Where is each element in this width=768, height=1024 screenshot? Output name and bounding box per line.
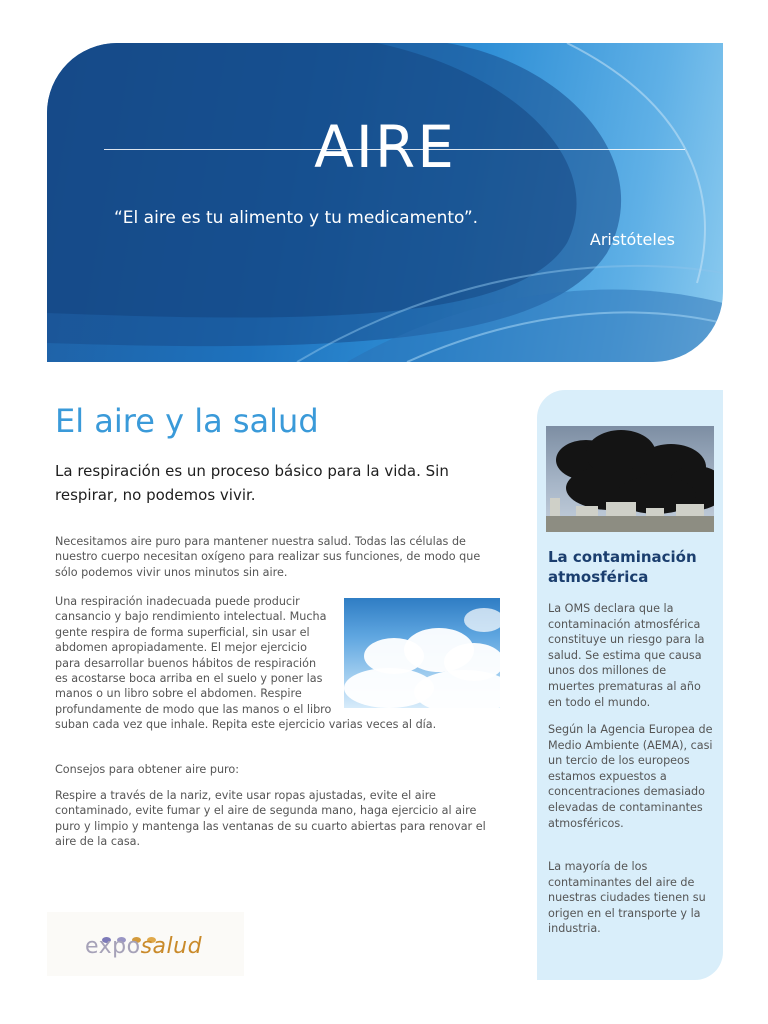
article-paragraph: Necesitamos aire puro para mantener nuestra salud. Todas las células de nuestro cuerpo necesitan oxígeno para realizar sus funciones, de modo que sólo podemos vivir unos minutos sin aire. [55,535,481,579]
page-title: AIRE [314,113,456,181]
exposalud-logo [47,912,244,976]
article-paragraph: Una respiración inadecuada puede producir cansancio y bajo rendimiento intelectual. Mucha gente respira de forma superficial, sin usar el abdomen apropiadamente. El mejor ejercicio para desarrollar buenos hábitos de respiración es acostarse boca arriba en el suelo y poner las manos o un libro sobre el abdomen. Respire profundamente de modo que las manos o el libro suban cada vez que inhale. Repita este ejercicio varias veces al día. [55,595,437,732]
smoke-photo [546,426,714,532]
article-paragraph-with-image [55,594,500,733]
banner-wave-decoration [47,43,723,362]
clouds-photo [344,598,500,708]
article-paragraph: Respire a través de la nariz, evite usar ropas ajustadas, evite el aire contaminado, evite fumar y el aire de segunda mano, haga ejercicio al aire puro y limpio y mantenga las ventanas de su cuarto abiertas para renovar el aire de la casa. [55,789,486,849]
article-paragraph: Consejos para obtener aire puro: [55,763,240,776]
sidebar-panel [537,390,723,980]
title-divider [104,149,685,150]
header-quote: “El aire es tu alimento y tu medicamento”. [114,208,479,228]
sidebar-paragraph: Según la Agencia Europea de Medio Ambiente (AEMA), casi un tercio de los europeos estamos expuestos a concentraciones demasiado elevadas de contaminantes atmosféricos. [548,723,713,830]
header-banner [47,43,723,362]
sidebar-paragraph: La mayoría de los contaminantes del aire de nuestras ciudades tienen su origen en el transporte y la industria. [548,860,706,936]
quote-author: Aristóteles [589,230,675,249]
logo-wordmark: exposalud [85,934,203,959]
sidebar-title: La contaminación atmosférica [548,548,697,586]
article-lead: La respiración es un proceso básico para la vida. Sin respirar, no podemos vivir. [55,462,449,504]
sidebar-paragraph: La OMS declara que la contaminación atmosférica constituye un riesgo para la salud. Se estima que causa unos dos millones de muertes prematuras al año en todo el mundo. [548,602,705,709]
article-title: El aire y la salud [55,402,319,440]
